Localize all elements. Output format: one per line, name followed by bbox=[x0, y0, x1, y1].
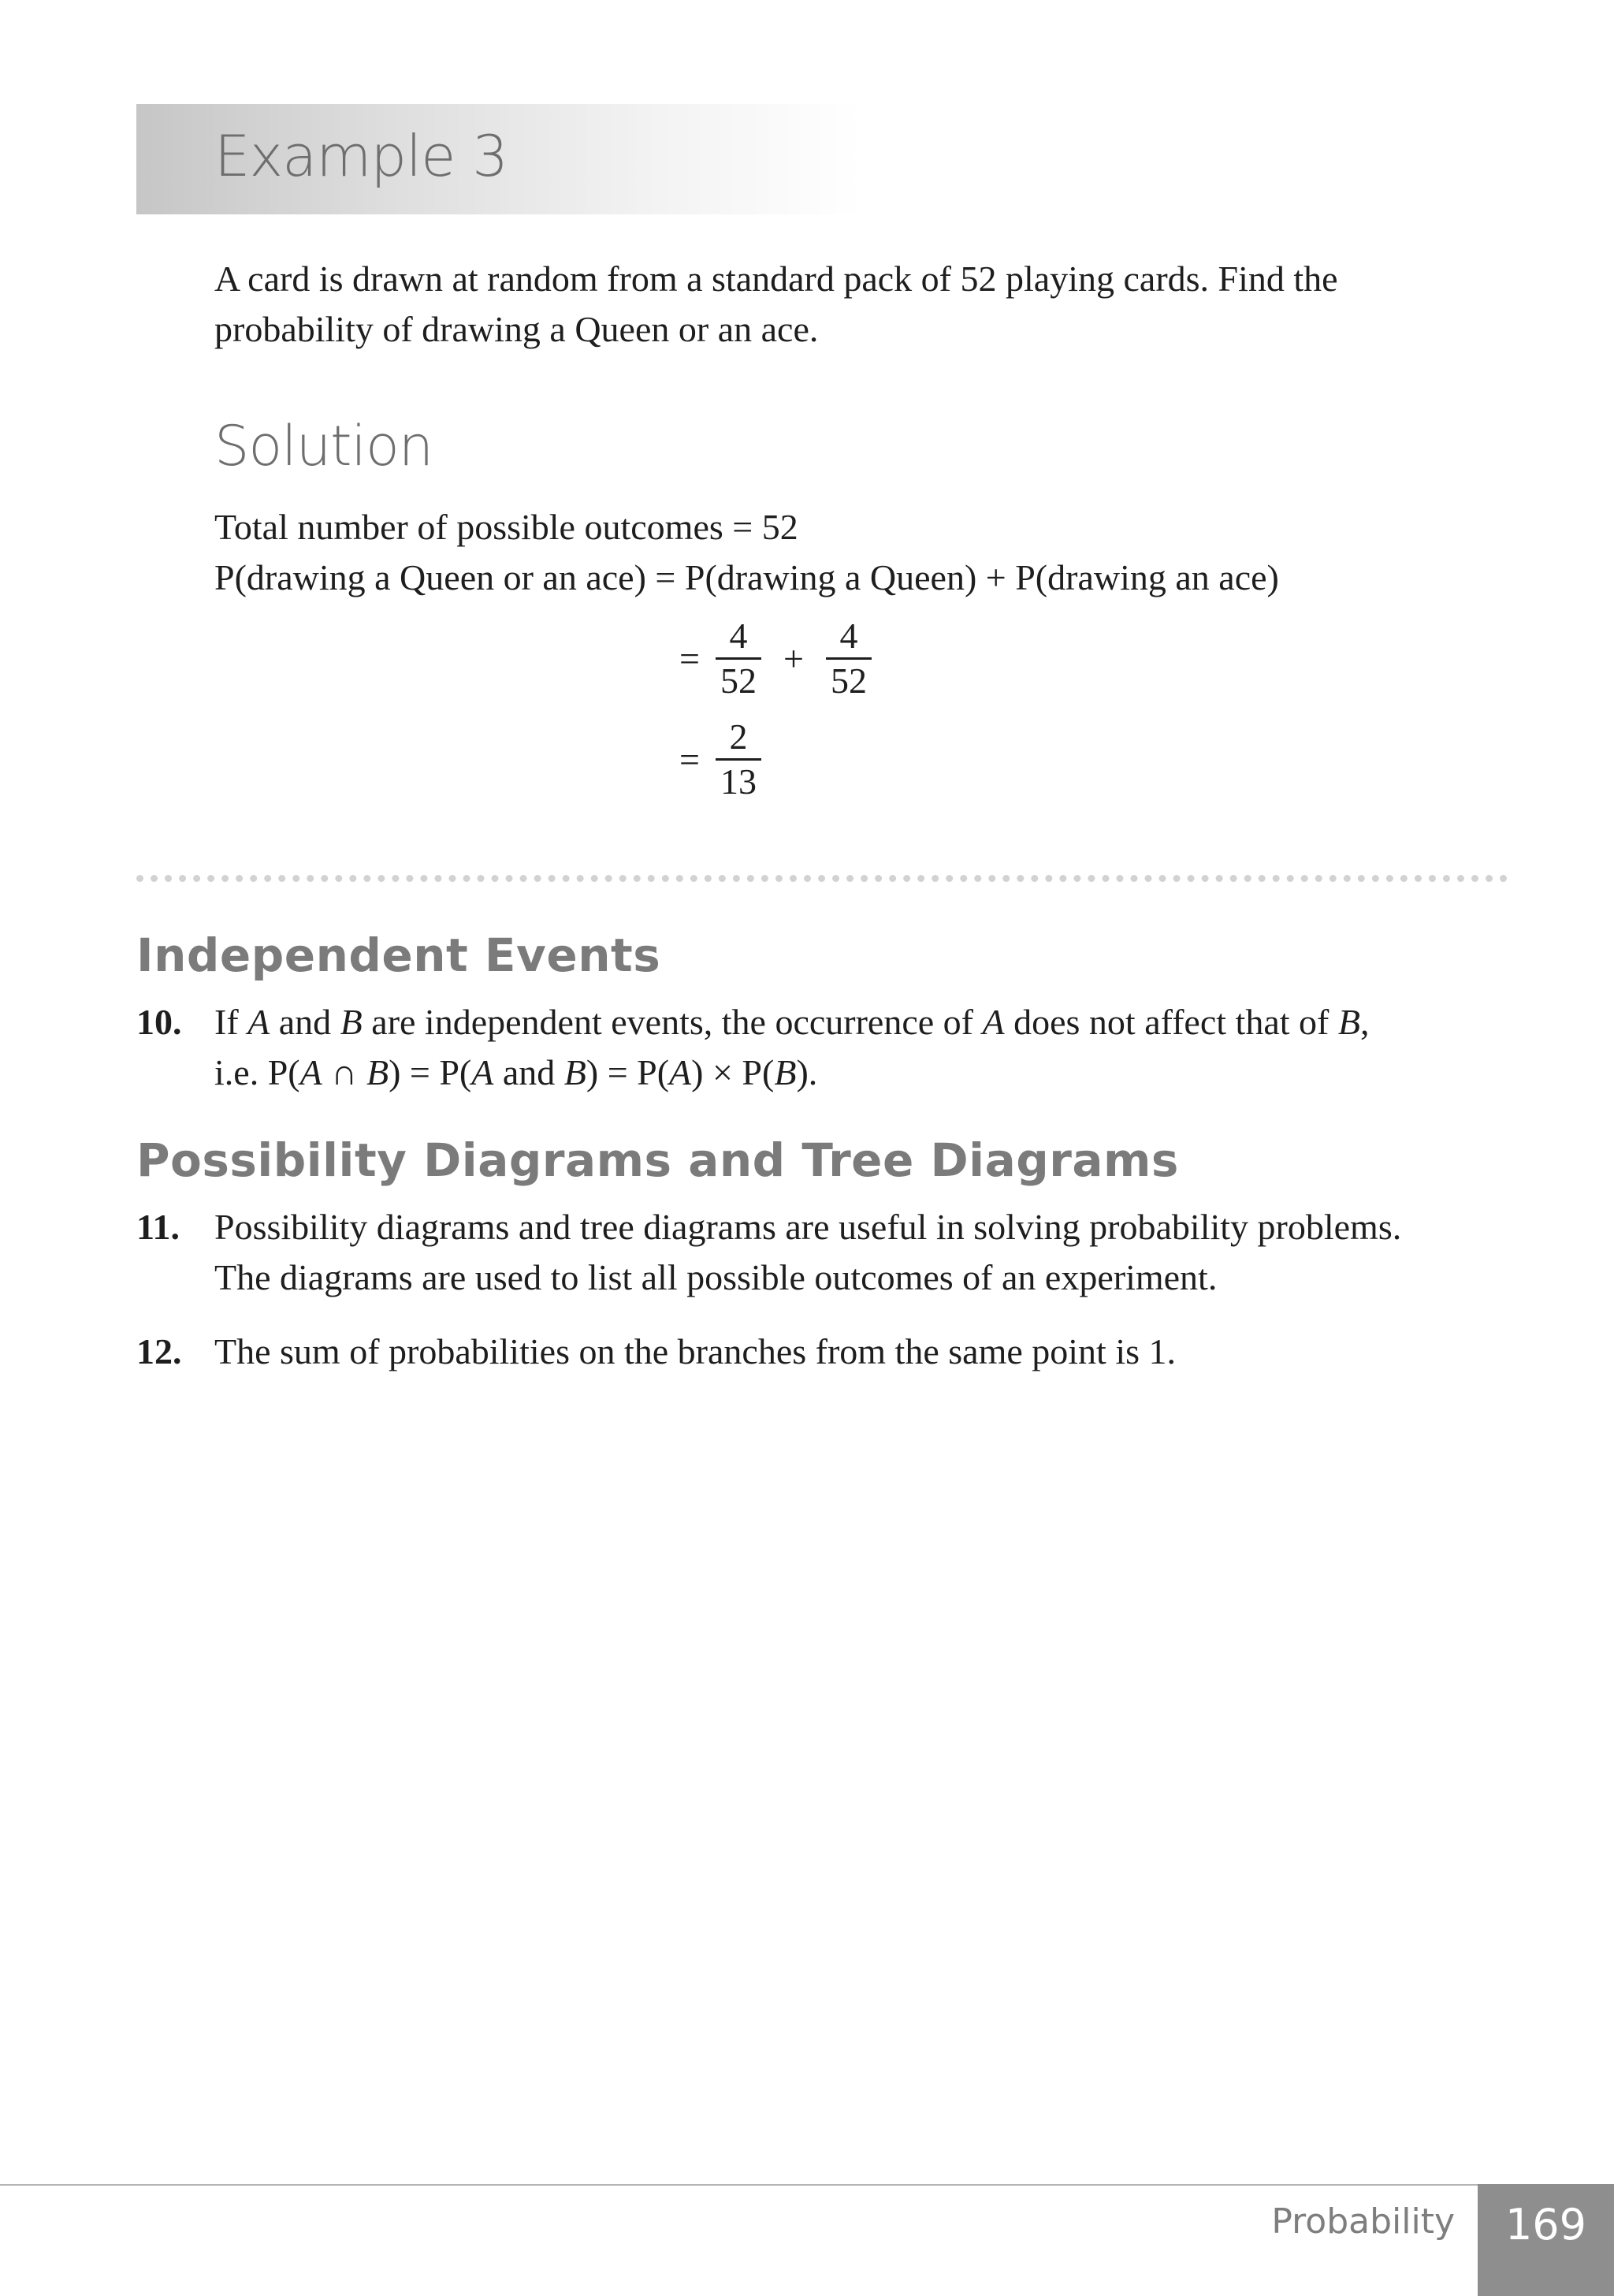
text-run: ∩ bbox=[322, 1052, 366, 1092]
dotted-divider bbox=[136, 875, 1508, 882]
item-line: Possibility diagrams and tree diagrams are useful in solving probability problems. bbox=[214, 1207, 1402, 1247]
solution-line: Total number of possible outcomes = 52 bbox=[214, 507, 798, 547]
item-12-text: The sum of probabilities on the branches from the same point is 1. bbox=[214, 1331, 1177, 1371]
text-run: and bbox=[493, 1052, 564, 1092]
plus-operator: + bbox=[783, 638, 804, 679]
item-11-text bbox=[214, 1202, 1401, 1303]
section-heading-possibility-diagrams: Possibility Diagrams and Tree Diagrams bbox=[136, 1133, 1179, 1187]
footer-chapter-title: Probability bbox=[1271, 2201, 1455, 2242]
solution-line: P(drawing a Queen or an ace) = P(drawing a Queen) + P(drawing an ace) bbox=[214, 557, 1279, 597]
item-line bbox=[214, 1048, 1369, 1098]
fraction-numerator: 4 bbox=[839, 616, 858, 656]
variable-a: A bbox=[471, 1052, 494, 1092]
variable-b: B bbox=[366, 1052, 389, 1092]
item-line: The diagrams are used to list all possible outcomes of an experiment. bbox=[214, 1257, 1218, 1297]
fraction-denominator: 52 bbox=[716, 657, 761, 702]
fraction-numerator: 2 bbox=[729, 716, 748, 757]
equals-sign: = bbox=[679, 638, 700, 679]
variable-a: A bbox=[982, 1002, 1005, 1042]
variable-a: A bbox=[247, 1002, 270, 1042]
variable-b: B bbox=[774, 1052, 797, 1092]
text-run: ). bbox=[796, 1052, 818, 1092]
text-run: does not affect that of bbox=[1004, 1002, 1338, 1042]
question-text bbox=[214, 254, 1338, 355]
solution-title: Solution bbox=[214, 414, 433, 478]
item-number: 12. bbox=[136, 1331, 182, 1371]
equation-step bbox=[679, 716, 766, 803]
text-run: , bbox=[1359, 1002, 1370, 1042]
item-line bbox=[214, 997, 1369, 1048]
item-number: 11. bbox=[136, 1207, 180, 1247]
section-heading-independent-events: Independent Events bbox=[136, 928, 661, 982]
variable-a: A bbox=[669, 1052, 692, 1092]
text-run: i.e. P( bbox=[214, 1052, 300, 1092]
text-run: ) × P( bbox=[691, 1052, 775, 1092]
footer-rule bbox=[0, 2184, 1478, 2186]
equation-step bbox=[679, 615, 876, 702]
fraction-denominator: 52 bbox=[826, 657, 872, 702]
text-run: If bbox=[214, 1002, 248, 1042]
text-run: ) = P( bbox=[389, 1052, 472, 1092]
variable-a: A bbox=[299, 1052, 322, 1092]
text-run: ) = P( bbox=[586, 1052, 670, 1092]
variable-b: B bbox=[563, 1052, 586, 1092]
variable-b: B bbox=[1337, 1002, 1360, 1042]
question-line: A card is drawn at random from a standard pack of 52 playing cards. Find the bbox=[214, 259, 1338, 299]
fraction-numerator: 4 bbox=[729, 616, 748, 656]
item-10-text bbox=[214, 997, 1369, 1098]
text-run: and bbox=[270, 1002, 340, 1042]
question-line: probability of drawing a Queen or an ace. bbox=[214, 309, 819, 349]
fraction bbox=[711, 615, 766, 702]
fraction bbox=[821, 615, 876, 702]
variable-b: B bbox=[340, 1002, 363, 1042]
item-number: 10. bbox=[136, 1002, 182, 1042]
equals-sign: = bbox=[679, 739, 700, 780]
example-title: Example 3 bbox=[214, 123, 508, 189]
fraction bbox=[711, 716, 766, 803]
fraction-denominator: 13 bbox=[716, 758, 761, 803]
page-number: 169 bbox=[1478, 2184, 1614, 2296]
text-run: are independent events, the occurrence of bbox=[362, 1002, 983, 1042]
